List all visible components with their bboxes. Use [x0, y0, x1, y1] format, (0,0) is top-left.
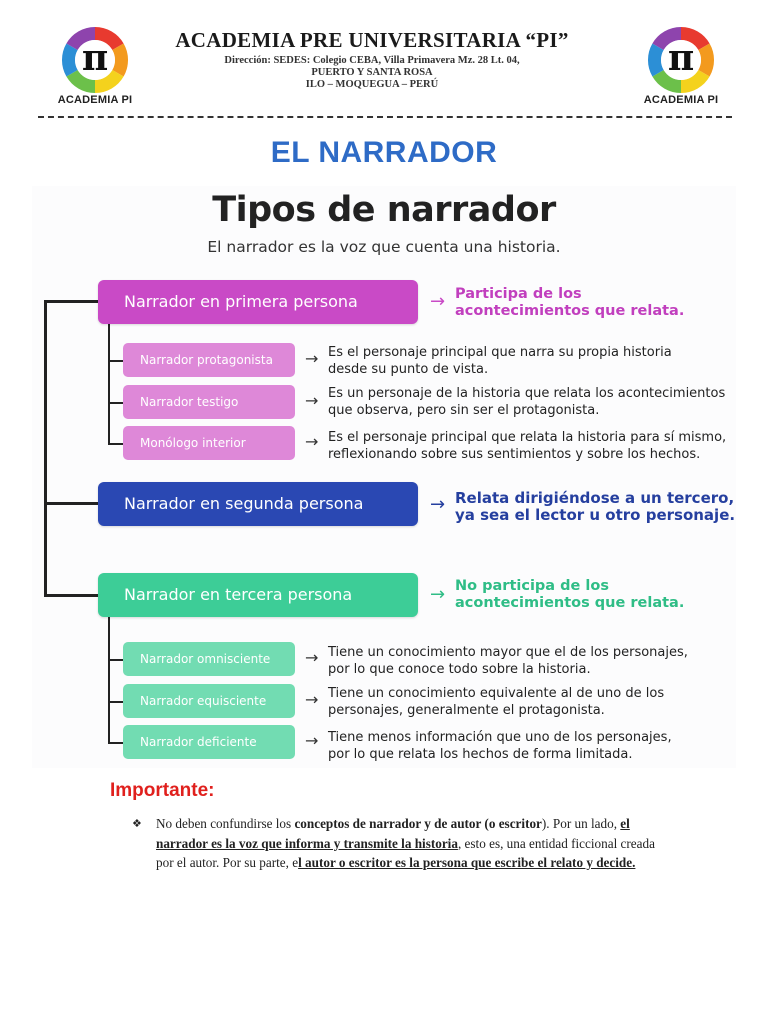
sub-desc-monologo: Es el personaje principal que relata la historia para sí mismo, reflexionando sobre sus sentimientos y sobre los hechos. — [328, 430, 727, 462]
arrow-icon: → — [305, 648, 319, 667]
first-sub-tick — [108, 360, 123, 362]
infographic-subtitle: El narrador es la voz que cuenta una historia. — [207, 238, 561, 256]
logo-text: ACADEMIA PI — [57, 94, 133, 106]
sub-box-deficiente: Narrador deficiente — [123, 725, 295, 759]
sub-desc-equisciente: Tiene un conocimiento equivalente al de uno de los personajes, generalmente el protagonista. — [328, 686, 665, 718]
arrow-icon: → — [305, 391, 319, 410]
important-paragraph: No deben confundirse los conceptos de narrador y de autor (o escritor). Por un lado, el narrador es la voz que informa y transmite la historia, esto es, una entidad ficcional creada por el autor. Por su parte, el autor o escritor es la persona que escribe el relato y decide. — [156, 816, 655, 870]
sub-box-protagonista: Narrador protagonista — [123, 343, 295, 377]
sub-desc-testigo: Es un personaje de la historia que relata los acontecimientos que observa, pero sin ser el protagonista. — [328, 386, 726, 418]
first-sub-connector — [108, 324, 110, 444]
connector-third — [44, 594, 98, 597]
arrow-icon: → — [305, 349, 319, 368]
third-sub-connector — [108, 617, 110, 743]
arrow-icon: → — [430, 291, 446, 312]
institution-name: ACADEMIA PRE UNIVERSITARIA “PI” — [175, 28, 569, 52]
sub-desc-omnisciente: Tiene un conocimiento mayor que el de los personajes, por lo que conoce todo sobre la historia. — [328, 645, 688, 677]
connector-first — [44, 300, 98, 303]
logo-text: ACADEMIA PI — [643, 94, 719, 106]
bullet-icon: ❖ — [132, 817, 142, 830]
arrow-icon: → — [305, 690, 319, 709]
page-title: EL NARRADOR — [270, 136, 498, 169]
third-sub-tick — [108, 701, 123, 703]
first-sub-tick — [108, 402, 123, 404]
infographic — [32, 186, 736, 768]
sub-box-equisciente: Narrador equisciente — [123, 684, 295, 718]
second-person-desc: Relata dirigiéndose a un tercero, ya sea el lector u otro personaje. — [455, 489, 736, 524]
sub-box-omnisciente: Narrador omnisciente — [123, 642, 295, 676]
connector-second — [44, 502, 98, 505]
pi-symbol: π — [81, 37, 109, 79]
second-person-box: Narrador en segunda persona — [98, 482, 418, 526]
third-person-desc: No participa de los acontecimientos que relata. — [455, 578, 685, 611]
sub-box-testigo: Narrador testigo — [123, 385, 295, 419]
arrow-icon: → — [430, 584, 446, 605]
important-heading: Importante: — [110, 780, 215, 801]
address-line-2: PUERTO Y SANTA ROSA — [311, 67, 433, 78]
first-sub-tick — [108, 443, 123, 445]
first-person-desc: Participa de los acontecimientos que relata. — [455, 286, 685, 319]
third-person-box: Narrador en tercera persona — [98, 573, 418, 617]
address-line-3: ILO – MOQUEGUA – PERÚ — [305, 79, 439, 90]
arrow-icon: → — [305, 731, 319, 750]
academia-logo-left — [52, 24, 138, 108]
arrow-icon: → — [430, 494, 446, 515]
sub-box-monologo: Monólogo interior — [123, 426, 295, 460]
pi-symbol: π — [667, 37, 695, 79]
first-person-box: Narrador en primera persona — [98, 280, 418, 324]
address-line-1: Dirección: SEDES: Colegio CEBA, Villa Primavera Mz. 28 Lt. 04, — [224, 55, 520, 66]
sub-desc-deficiente: Tiene menos información que uno de los personajes, por lo que relata los hechos de forma limitada. — [328, 730, 672, 762]
header-divider — [38, 116, 732, 118]
academia-logo-right — [638, 24, 724, 108]
infographic-title: Tipos de narrador — [212, 190, 556, 230]
main-connector-vertical — [44, 300, 47, 596]
third-sub-tick — [108, 742, 123, 744]
third-sub-tick — [108, 659, 123, 661]
arrow-icon: → — [305, 432, 319, 451]
sub-desc-protagonista: Es el personaje principal que narra su propia historia desde su punto de vista. — [328, 345, 672, 377]
